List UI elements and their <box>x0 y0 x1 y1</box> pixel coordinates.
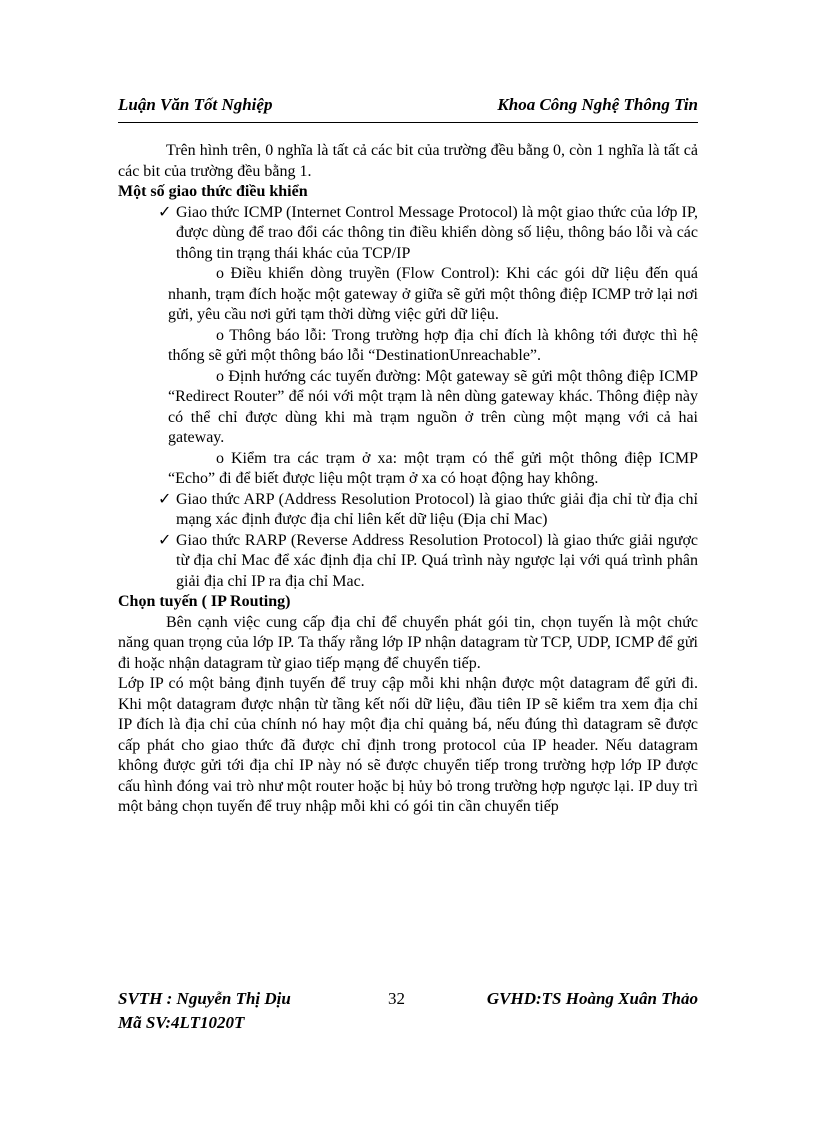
checklist-item-rarp <box>118 531 698 593</box>
sub-item-flow-control <box>118 264 698 326</box>
intro-paragraph: Trên hình trên, 0 nghĩa là tất cả các bit của trường đều bằng 0, còn 1 nghĩa là tất cả các bit của trường đều bằng 1. <box>118 142 698 180</box>
flow-control-text: Điều khiển dòng truyền (Flow Control): Khi các gói dữ liệu đến quá nhanh, trạm đích hoặc một gateway ở giữa sẽ gửi một thông điệp ICMP trở lại nơi gửi, yêu cầu nơi gửi tạm thời dừng việc gửi dữ liệu. <box>168 265 699 323</box>
rarp-text: Giao thức RARP (Reverse Address Resolution Protocol) là giao thức giải ngược từ địa chỉ Mac để xác định địa chỉ IP. Quá trình này ngược lại với quá trình phân giải địa chỉ IP ra địa chỉ Mac. <box>176 531 698 590</box>
redirect-text: Định hướng các tuyến đường: Một gateway sẽ gửi một thông điệp ICMP “Redirect Router” để nói với một trạm là nên dùng gateway khác. Thông điệp này có thể chỉ được dùng khi mà trạm nguồn ở trên cùng một mạng với cả hai gateway. <box>168 367 698 446</box>
footer-advisor: GVHD:TS Hoàng Xuân Thảo <box>486 989 698 1008</box>
bullet-marker: o <box>216 265 224 282</box>
checkmark-icon: ✓ <box>158 203 172 221</box>
footer-student-name: SVTH : Nguyễn Thị Dịu <box>118 989 291 1008</box>
sub-item-echo <box>118 449 698 490</box>
page-body <box>118 141 698 818</box>
checkmark-icon: ✓ <box>158 531 172 549</box>
page-header <box>118 95 698 119</box>
bullet-marker: o <box>216 367 224 385</box>
bullet-marker: o <box>216 449 224 467</box>
header-thesis-title: Luận Văn Tốt Nghiệp <box>118 95 273 114</box>
echo-text: Kiểm tra các trạm ở xa: một trạm có thể gửi một thông điệp ICMP “Echo” đi để biết được liệu một trạm ở xa có hoạt động hay không. <box>168 449 698 487</box>
header-faculty: Khoa Công Nghệ Thông Tin <box>497 95 698 114</box>
arp-text: Giao thức ARP (Address Resolution Protocol) là giao thức giải địa chỉ từ địa chỉ mạng xác định được địa chỉ liên kết dữ liệu (Địa chỉ Mac) <box>176 490 698 528</box>
checkmark-icon: ✓ <box>158 490 172 508</box>
checklist-item-arp <box>118 490 698 531</box>
section-heading-ip-routing: Chọn tuyến ( IP Routing) <box>118 593 291 610</box>
icmp-text: Giao thức ICMP (Internet Control Message Protocol) là một giao thức của lớp IP, được dùng để trao đổi các thông tin điều khiển dòng số liệu, thông báo lỗi và các thông tin trạng thái khác của TCP/IP <box>176 203 698 262</box>
bullet-marker: o <box>216 326 224 344</box>
page-number: 32 <box>388 989 405 1008</box>
checklist-item-icmp <box>118 203 698 265</box>
routing-paragraph-2: Lớp IP có một bảng định tuyến để truy cập mỗi khi nhận được một datagram để gửi đi. Khi một datagram được nhận từ tầng kết nối dữ liệu, đầu tiên IP sẽ kiểm tra xem địa chỉ IP đích là địa chỉ của chính nó hay một địa chỉ quảng bá, nếu đúng thì datagram sẽ được cấp phát cho giao thức đã được chỉ định trong protocol của IP header. Nếu datagram không được gửi tới địa chỉ IP này nó sẽ được chuyển tiếp trong trường hợp lớp IP được cấu hình đóng vai trò như một router hoặc bị hủy bỏ trong trường hợp ngược lại. IP duy trì một bảng chọn tuyến để truy nhập mỗi khi có gói tin cần chuyển tiếp <box>118 675 698 815</box>
section-heading-control-protocols: Một số giao thức điều khiển <box>118 183 308 200</box>
sub-item-redirect <box>118 367 698 449</box>
footer-student-id: Mã SV:4LT1020T <box>118 1013 245 1032</box>
error-report-text: Thông báo lỗi: Trong trường hợp địa chỉ đích là không tới được thì hệ thống sẽ gửi một thông báo lỗi “DestinationUnreachable”. <box>168 326 699 364</box>
sub-item-error-report <box>118 326 698 367</box>
routing-paragraph-1: Bên cạnh việc cung cấp địa chỉ để chuyển phát gói tin, chọn tuyến là một chức năng quan trọng của lớp IP. Ta thấy rằng lớp IP nhận datagram từ TCP, UDP, ICMP để gửi đi hoặc nhận datagram từ giao tiếp mạng để chuyển tiếp. <box>118 613 698 672</box>
header-divider <box>118 122 698 123</box>
